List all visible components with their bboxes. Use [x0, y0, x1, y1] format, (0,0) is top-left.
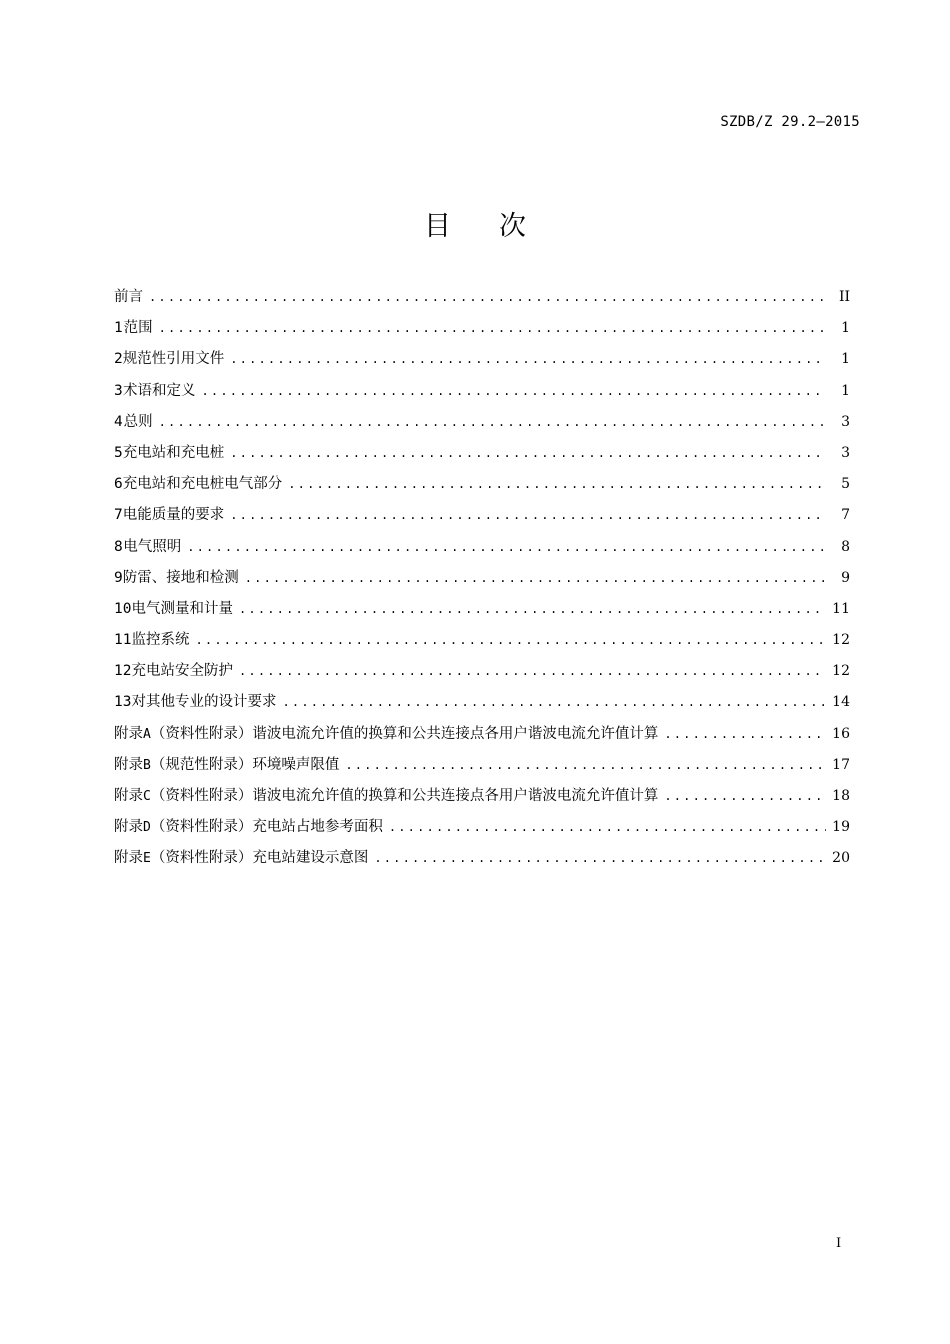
toc-leader-dots	[159, 321, 826, 335]
appendix-designation	[114, 815, 252, 836]
appendix-prefix: 附录	[114, 725, 143, 742]
toc-entry-1[interactable]	[114, 316, 850, 347]
toc-entry-label: 电气照明	[123, 538, 182, 555]
toc-leader-dots	[389, 820, 826, 834]
toc-entry-9[interactable]	[114, 566, 850, 597]
toc-entry-label: 电气测量和计量	[131, 600, 233, 617]
toc-entry-label: 总则	[123, 413, 153, 430]
toc-page-number: 12	[832, 632, 850, 649]
toc-entry-7[interactable]	[114, 503, 850, 534]
toc-leader-dots	[345, 758, 826, 772]
appendix-type: （资料性附录）	[150, 850, 253, 867]
toc-section-number: 12	[114, 663, 132, 680]
appendix-type: （资料性附录）	[150, 725, 253, 742]
footer-page-number: I	[836, 1236, 842, 1251]
toc-entry-label: 充电站建设示意图	[252, 850, 369, 867]
toc-entry-3[interactable]	[114, 379, 850, 410]
document-code: SZDB/Z 29.2—2015	[720, 114, 860, 130]
toc-page-number: 9	[841, 569, 850, 586]
toc-entry-label: 术语和定义	[123, 382, 196, 399]
toc-page-number: 17	[832, 756, 850, 773]
toc-leader-dots	[374, 851, 826, 865]
toc-page-number: 19	[832, 819, 850, 836]
toc-leader-dots	[282, 695, 826, 709]
toc-leader-dots	[149, 290, 826, 304]
toc-section-number: 4	[114, 413, 123, 430]
toc-section-number: 5	[114, 444, 123, 461]
toc-leader-dots	[195, 633, 826, 647]
toc-leader-dots	[230, 508, 826, 522]
page-title	[0, 204, 950, 243]
toc-page-number: 16	[832, 725, 850, 742]
toc-leader-dots	[187, 540, 826, 554]
toc-page-number: 12	[832, 663, 850, 680]
toc-entry-label: 谐波电流允许值的换算和公共连接点各用户谐波电流允许值计算	[252, 788, 659, 804]
toc-page-number: 7	[841, 507, 850, 524]
toc-entry-label: 谐波电流允许值的换算和公共连接点各用户谐波电流允许值计算	[252, 725, 659, 742]
toc-entry-10[interactable]	[114, 597, 850, 628]
toc-page-number: 1	[841, 351, 850, 368]
appendix-designation	[114, 753, 252, 774]
toc-leader-dots	[239, 602, 826, 616]
toc-page-number: 1	[841, 382, 850, 399]
toc-entry-label: 电能质量的要求	[122, 507, 225, 524]
toc-appendix-d[interactable]	[114, 815, 850, 846]
toc-leader-dots	[239, 664, 826, 678]
toc-page-number: 18	[832, 788, 850, 804]
toc-entry-label: 充电站占地参考面积	[252, 819, 383, 836]
title-char-1: 目	[424, 211, 451, 242]
toc-leader-dots	[202, 384, 827, 398]
toc-page-number: 14	[832, 694, 850, 711]
toc-leader-dots	[664, 727, 826, 741]
toc-page-number: II	[838, 289, 850, 305]
toc-entry-label: 规范性引用文件	[122, 351, 225, 368]
appendix-prefix: 附录	[114, 850, 143, 867]
toc-page-number: 5	[841, 476, 850, 493]
toc-entry-label: 对其他专业的设计要求	[131, 694, 277, 711]
toc-entry-label: 范围	[123, 320, 153, 337]
toc-appendix-e[interactable]	[114, 846, 850, 877]
toc-entry-label: 环境噪声限值	[252, 756, 340, 773]
toc-page-number: 20	[832, 850, 850, 867]
toc-section-number: 8	[114, 538, 123, 555]
appendix-letter: C	[143, 789, 151, 804]
toc-page-number: 1	[841, 320, 850, 337]
toc-entry-4[interactable]	[114, 410, 850, 441]
toc-section-number: 1	[114, 320, 123, 337]
toc-page-number: 8	[841, 538, 850, 555]
toc-page-number: 3	[841, 413, 850, 430]
toc-leader-dots	[245, 571, 826, 585]
appendix-letter: A	[143, 726, 151, 742]
table-of-contents	[114, 285, 850, 878]
toc-entry-5[interactable]	[114, 441, 850, 472]
appendix-type: （规范性附录）	[150, 756, 253, 773]
toc-section-number: 6	[114, 476, 123, 493]
appendix-prefix: 附录	[114, 756, 143, 773]
toc-entry-6[interactable]	[114, 472, 850, 503]
toc-leader-dots	[230, 352, 826, 366]
toc-page-number: 11	[832, 600, 850, 617]
toc-appendix-a[interactable]	[114, 722, 850, 753]
appendix-prefix: 附录	[114, 819, 143, 836]
appendix-prefix: 附录	[114, 788, 143, 804]
appendix-designation	[114, 722, 252, 743]
appendix-letter: E	[143, 851, 151, 867]
toc-entry-12[interactable]	[114, 659, 850, 690]
toc-entry-label: 充电站和充电桩电气部分	[122, 476, 283, 493]
toc-section-number: 11	[114, 632, 132, 649]
toc-section-number: 3	[114, 382, 123, 399]
toc-section-number: 13	[114, 694, 132, 711]
toc-entry-label: 监控系统	[131, 632, 190, 649]
toc-entry-label: 防雷、接地和检测	[122, 569, 239, 586]
toc-entry-13[interactable]	[114, 690, 850, 721]
toc-section-number: 7	[114, 507, 123, 524]
toc-leader-dots	[664, 789, 826, 803]
toc-appendix-b[interactable]	[114, 753, 850, 784]
toc-appendix-c[interactable]	[114, 784, 850, 815]
appendix-designation	[114, 784, 252, 805]
toc-entry-11[interactable]	[114, 628, 850, 659]
appendix-type: （资料性附录）	[150, 788, 253, 804]
toc-entry-label: 前言	[114, 289, 143, 305]
toc-entry-label: 充电站和充电桩	[122, 444, 225, 461]
toc-page-number: 3	[841, 444, 850, 461]
toc-section-number: 10	[114, 600, 132, 617]
toc-section-number: 9	[114, 569, 123, 586]
appendix-letter: B	[143, 757, 151, 773]
toc-leader-dots	[230, 446, 826, 460]
toc-entry-foreword[interactable]	[114, 285, 850, 316]
appendix-type: （资料性附录）	[150, 819, 253, 836]
title-char-2: 次	[499, 211, 526, 242]
toc-entry-8[interactable]	[114, 535, 850, 566]
toc-leader-dots	[159, 415, 826, 429]
appendix-designation	[114, 846, 252, 867]
toc-entry-label: 充电站安全防护	[131, 663, 233, 680]
toc-leader-dots	[288, 477, 826, 491]
toc-section-number: 2	[114, 351, 123, 368]
appendix-letter: D	[143, 820, 151, 836]
toc-entry-2[interactable]	[114, 347, 850, 378]
